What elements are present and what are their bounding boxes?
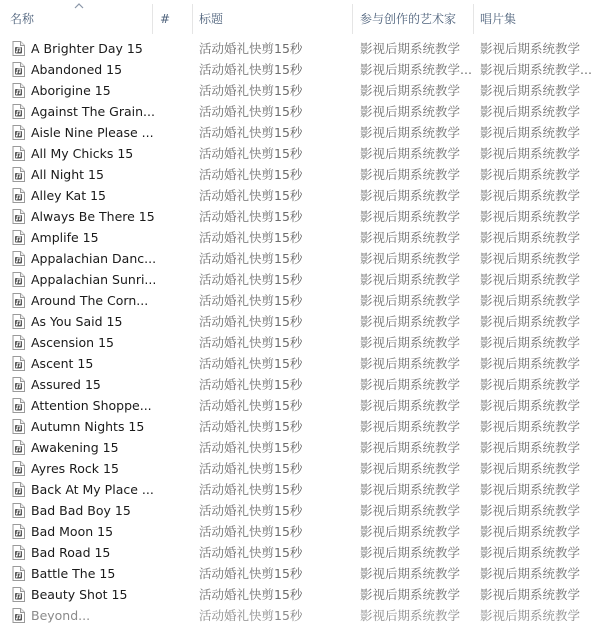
file-row[interactable]: [0, 416, 581, 437]
audio-file-icon: [12, 608, 25, 623]
file-artist: 影视后期系统教学: [360, 503, 461, 518]
file-name: Appalachian Sunri...: [31, 272, 157, 287]
file-title: 活动婚礼快剪15秒: [199, 167, 303, 182]
audio-file-icon: [12, 377, 25, 392]
file-artist: 影视后期系统教学: [360, 356, 461, 371]
file-title: 活动婚礼快剪15秒: [199, 566, 303, 581]
file-title: 活动婚礼快剪15秒: [199, 293, 303, 308]
file-title: 活动婚礼快剪15秒: [199, 251, 303, 266]
file-album: 影视后期系统教学: [480, 356, 581, 371]
audio-file-icon: [12, 41, 25, 56]
file-artist: 影视后期系统教学: [360, 314, 461, 329]
file-album: 影视后期系统教学: [480, 566, 581, 581]
sort-ascending-icon: [74, 3, 84, 9]
file-artist: 影视后期系统教学...: [360, 62, 472, 77]
file-artist: 影视后期系统教学: [360, 398, 461, 413]
file-title: 活动婚礼快剪15秒: [199, 440, 303, 455]
file-artist: 影视后期系统教学: [360, 440, 461, 455]
file-row[interactable]: [0, 479, 581, 500]
file-row[interactable]: [0, 500, 581, 521]
file-album: 影视后期系统教学: [480, 524, 581, 539]
file-row[interactable]: [0, 185, 581, 206]
file-name: Battle The 15: [31, 566, 116, 581]
file-album: 影视后期系统教学: [480, 545, 581, 560]
file-name: Around The Corn...: [31, 293, 149, 308]
file-title: 活动婚礼快剪15秒: [199, 524, 303, 539]
file-artist: 影视后期系统教学: [360, 566, 461, 581]
file-album: 影视后期系统教学: [480, 188, 581, 203]
file-album: 影视后期系统教学: [480, 608, 581, 623]
file-name: All Night 15: [31, 167, 104, 182]
audio-file-icon: [12, 524, 25, 539]
file-album: 影视后期系统教学: [480, 41, 581, 56]
file-title: 活动婚礼快剪15秒: [199, 188, 303, 203]
file-album: 影视后期系统教学: [480, 482, 581, 497]
file-album: 影视后期系统教学: [480, 83, 581, 98]
file-name: Amplife 15: [31, 230, 99, 245]
column-divider[interactable]: [192, 4, 193, 34]
file-title: 活动婚礼快剪15秒: [199, 545, 303, 560]
column-divider[interactable]: [352, 4, 353, 34]
file-name: Beyond...: [31, 608, 91, 623]
file-artist: 影视后期系统教学: [360, 335, 461, 350]
file-artist: 影视后期系统教学: [360, 146, 461, 161]
file-title: 活动婚礼快剪15秒: [199, 356, 303, 371]
file-title: 活动婚礼快剪15秒: [199, 209, 303, 224]
file-artist: 影视后期系统教学: [360, 293, 461, 308]
file-album: 影视后期系统教学: [480, 440, 581, 455]
file-name: Ascent 15: [31, 356, 94, 371]
file-title: 活动婚礼快剪15秒: [199, 503, 303, 518]
column-header-title-label: 标题: [199, 12, 224, 26]
audio-file-icon: [12, 167, 25, 182]
file-row[interactable]: [0, 269, 581, 290]
file-row[interactable]: [0, 458, 581, 479]
audio-file-icon: [12, 251, 25, 266]
file-row[interactable]: [0, 290, 581, 311]
file-row[interactable]: [0, 80, 581, 101]
file-name: A Brighter Day 15: [31, 41, 143, 56]
file-album: 影视后期系统教学: [480, 104, 581, 119]
file-title: 活动婚礼快剪15秒: [199, 587, 303, 602]
audio-file-icon: [12, 503, 25, 518]
file-album: 影视后期系统教学: [480, 230, 581, 245]
audio-file-icon: [12, 125, 25, 140]
column-header-album-label: 唱片集: [480, 12, 517, 26]
audio-file-icon: [12, 335, 25, 350]
file-row[interactable]: [0, 143, 581, 164]
audio-file-icon: [12, 146, 25, 161]
file-name: All My Chicks 15: [31, 146, 134, 161]
audio-file-icon: [12, 587, 25, 602]
file-artist: 影视后期系统教学: [360, 251, 461, 266]
file-row[interactable]: [0, 248, 581, 269]
file-artist: 影视后期系统教学: [360, 167, 461, 182]
file-name: Awakening 15: [31, 440, 119, 455]
file-artist: 影视后期系统教学: [360, 83, 461, 98]
file-row[interactable]: [0, 584, 581, 605]
column-header-artist[interactable]: [360, 0, 470, 38]
file-artist: 影视后期系统教学: [360, 230, 461, 245]
file-title: 活动婚礼快剪15秒: [199, 104, 303, 119]
file-title: 活动婚礼快剪15秒: [199, 482, 303, 497]
file-name: Beauty Shot 15: [31, 587, 128, 602]
file-name: Autumn Nights 15: [31, 419, 145, 434]
file-album: 影视后期系统教学: [480, 251, 581, 266]
file-name: Abandoned 15: [31, 62, 123, 77]
file-row[interactable]: [0, 227, 581, 248]
column-header-bar: [0, 0, 581, 38]
file-artist: 影视后期系统教学: [360, 104, 461, 119]
file-album: 影视后期系统教学: [480, 125, 581, 140]
file-name: Alley Kat 15: [31, 188, 106, 203]
column-divider[interactable]: [473, 4, 474, 34]
file-name: Against The Grain...: [31, 104, 155, 119]
file-title: 活动婚礼快剪15秒: [199, 461, 303, 476]
file-album: 影视后期系统教学: [480, 587, 581, 602]
file-name: Aborigine 15: [31, 83, 111, 98]
file-name: Assured 15: [31, 377, 101, 392]
file-name: Aisle Nine Please ...: [31, 125, 154, 140]
file-artist: 影视后期系统教学: [360, 587, 461, 602]
file-artist: 影视后期系统教学: [360, 545, 461, 560]
file-album: 影视后期系统教学: [480, 293, 581, 308]
audio-file-icon: [12, 83, 25, 98]
file-name: Bad Bad Boy 15: [31, 503, 131, 518]
file-artist: 影视后期系统教学: [360, 419, 461, 434]
audio-file-icon: [12, 440, 25, 455]
file-artist: 影视后期系统教学: [360, 461, 461, 476]
file-rows: [0, 38, 592, 626]
audio-file-icon: [12, 188, 25, 203]
file-title: 活动婚礼快剪15秒: [199, 83, 303, 98]
file-row[interactable]: [0, 206, 581, 227]
file-artist: 影视后期系统教学: [360, 377, 461, 392]
file-row[interactable]: [0, 563, 581, 584]
file-album: 影视后期系统教学: [480, 503, 581, 518]
file-row[interactable]: [0, 38, 581, 59]
file-artist: 影视后期系统教学: [360, 608, 461, 623]
file-album: 影视后期系统教学: [480, 146, 581, 161]
file-album: 影视后期系统教学: [480, 335, 581, 350]
audio-file-icon: [12, 314, 25, 329]
file-row[interactable]: [0, 101, 581, 122]
file-title: 活动婚礼快剪15秒: [199, 230, 303, 245]
file-album: 影视后期系统教学: [480, 272, 581, 287]
audio-file-icon: [12, 461, 25, 476]
file-title: 活动婚礼快剪15秒: [199, 608, 303, 623]
file-name: Attention Shoppe...: [31, 398, 152, 413]
file-album: 影视后期系统教学: [480, 167, 581, 182]
file-artist: 影视后期系统教学: [360, 125, 461, 140]
column-header-artist-label: 参与创作的艺术家: [360, 12, 457, 26]
file-title: 活动婚礼快剪15秒: [199, 377, 303, 392]
file-album: 影视后期系统教学: [480, 419, 581, 434]
audio-file-icon: [12, 62, 25, 77]
file-name: Back At My Place ...: [31, 482, 154, 497]
file-title: 活动婚礼快剪15秒: [199, 314, 303, 329]
column-header-number-label: #: [160, 12, 171, 26]
file-name: Always Be There 15: [31, 209, 155, 224]
column-header-number[interactable]: [160, 0, 190, 38]
file-album: 影视后期系统教学...: [480, 62, 592, 77]
file-row[interactable]: [0, 332, 581, 353]
file-artist: 影视后期系统教学: [360, 41, 461, 56]
audio-file-icon: [12, 272, 25, 287]
audio-file-icon: [12, 356, 25, 371]
column-divider[interactable]: [152, 4, 153, 34]
file-name: Bad Road 15: [31, 545, 111, 560]
audio-file-icon: [12, 545, 25, 560]
file-album: 影视后期系统教学: [480, 398, 581, 413]
file-name: Ayres Rock 15: [31, 461, 119, 476]
file-title: 活动婚礼快剪15秒: [199, 125, 303, 140]
file-title: 活动婚礼快剪15秒: [199, 146, 303, 161]
file-title: 活动婚礼快剪15秒: [199, 335, 303, 350]
file-row[interactable]: [0, 605, 581, 626]
file-row[interactable]: [0, 122, 581, 143]
audio-file-icon: [12, 566, 25, 581]
file-album: 影视后期系统教学: [480, 314, 581, 329]
file-row[interactable]: [0, 59, 592, 80]
audio-file-icon: [12, 104, 25, 119]
audio-file-icon: [12, 398, 25, 413]
file-name: Appalachian Danc...: [31, 251, 157, 266]
audio-file-icon: [12, 209, 25, 224]
column-header-name-label: 名称: [10, 12, 35, 26]
column-header-album[interactable]: [480, 0, 580, 38]
file-album: 影视后期系统教学: [480, 377, 581, 392]
file-title: 活动婚礼快剪15秒: [199, 62, 303, 77]
file-artist: 影视后期系统教学: [360, 272, 461, 287]
file-name: Ascension 15: [31, 335, 114, 350]
file-row[interactable]: [0, 164, 581, 185]
file-album: 影视后期系统教学: [480, 461, 581, 476]
audio-file-icon: [12, 293, 25, 308]
file-artist: 影视后期系统教学: [360, 209, 461, 224]
file-row[interactable]: [0, 395, 581, 416]
file-row[interactable]: [0, 521, 581, 542]
file-name: Bad Moon 15: [31, 524, 114, 539]
file-row[interactable]: [0, 353, 581, 374]
file-row[interactable]: [0, 437, 581, 458]
audio-file-icon: [12, 230, 25, 245]
file-name: As You Said 15: [31, 314, 123, 329]
file-title: 活动婚礼快剪15秒: [199, 398, 303, 413]
file-title: 活动婚礼快剪15秒: [199, 41, 303, 56]
audio-file-icon: [12, 419, 25, 434]
file-artist: 影视后期系统教学: [360, 482, 461, 497]
file-title: 活动婚礼快剪15秒: [199, 419, 303, 434]
file-title: 活动婚礼快剪15秒: [199, 272, 303, 287]
file-row[interactable]: [0, 542, 581, 563]
file-album: 影视后期系统教学: [480, 209, 581, 224]
file-artist: 影视后期系统教学: [360, 524, 461, 539]
column-header-title[interactable]: [199, 0, 349, 38]
audio-file-icon: [12, 482, 25, 497]
file-artist: 影视后期系统教学: [360, 188, 461, 203]
file-row[interactable]: [0, 311, 581, 332]
file-row[interactable]: [0, 374, 581, 395]
